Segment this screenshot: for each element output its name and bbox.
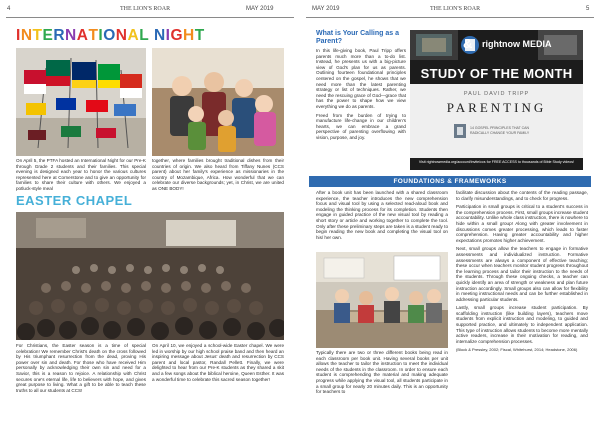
ff-paragraph-1: After a book unit has been launched with a shared classroom experience, the teacher introduces the new comprehension focus and visual tool by using a selected read-aloud book and modeling the thinking process for its completion. Students then engage in guided practice of the new visual tool by reading a short story or article and working together to complete the tool. Only after these preliminary steps are taken is a student ready to begin reading the new book and completing the visual tool on his/ her own.	[316, 190, 448, 240]
ff-paragraph-6: Lastly, small groups increase student participation. By scaffolding instruction (like building layers), teachers move students from explicit instruction and modeling, to guided and supported practice, and ultimately to independent application. This type of instruction allows students to become more mentally active readers, increase in their motivation for reading, and internalize comprehension processes.	[456, 305, 588, 344]
book-author: PAUL DAVID TRIPP	[463, 91, 530, 97]
title-letter: R	[53, 27, 66, 44]
book-title: PARENTING	[446, 100, 547, 115]
title-letter: A	[76, 27, 89, 44]
right-masthead: THE LION'S ROAR	[430, 6, 481, 12]
intl-paragraph-1: On April 5, the PTFA hosted an International Night for our Pre-K through Grade 2 students and their families. This special evening is designed each year to honor the various cultures represented here at Cornerstone and to give an opportunity for families to share their culture with others. We enjoyed a potluck-style meal	[16, 158, 146, 191]
study-of-the-month-banner	[410, 30, 583, 170]
sidebar-title: What is Your Calling as a Parent?	[316, 30, 399, 45]
ff-paragraph-3: facilitate discussion about the contents of the reading passage, to clarify misunderstandings, and to check for progress.	[456, 190, 588, 201]
families-photo	[152, 48, 284, 156]
ff-column-1-bottom	[316, 350, 448, 422]
easter-chapel-title: EASTER CHAPEL	[16, 193, 133, 208]
left-page-number: 4	[7, 6, 11, 12]
title-letter: G	[170, 27, 184, 44]
intl-column-2	[152, 158, 284, 192]
ff-column-1-top	[316, 190, 448, 250]
easter-paragraph-1: For Christians, the Easter season is a time of special celebration! We remember Christ's death on the cross followed by His triumphant resurrection from the dead, proving His power over sin and death. For those who have received Him personally by acknowledging their own sin and need for a Savior, this is a reason to rejoice. A relationship with Christ secures one's eternal life, life to believers with hope, and gives great purpose to living. What a gift to be able to teach these truths to all our students at CCS!	[16, 343, 146, 393]
ff-citation: (Block & Pressley, 2002; Fiscal, Whitehurst, 2014; Headstone, 2006)	[456, 347, 578, 353]
ff-column-2	[456, 190, 588, 422]
ff-paragraph-4: Participation in small groups is critical to a student's success in the comprehension process. First, small groups increase student accountability. Unlike whole class instruction, there is nowhere to hide within a small group! Along with greater involvement in discussions comes greater processing, which leads to faster comprehension. Having greater accountability and higher expectations promotes higher achievement.	[456, 204, 588, 243]
title-letter: N	[20, 27, 33, 44]
left-masthead: THE LION'S ROAR	[120, 6, 171, 12]
title-letter: T	[194, 27, 205, 44]
right-running-header	[300, 6, 600, 16]
right-page-number: 5	[586, 6, 590, 12]
book-seal-icon	[454, 124, 466, 138]
title-letter: N	[65, 27, 77, 44]
sidebar-paragraph-2: Freed from the burden of trying to manufacture life-change in our children's hearts, we can embrace a grand perspective of parenting overflowing with vision, purpose, and joy.	[316, 112, 406, 140]
flags-photo-image	[16, 48, 146, 156]
foundations-frameworks-heading: FOUNDATIONS & FRAMEWORKS	[309, 176, 591, 187]
book-cover	[410, 84, 583, 158]
title-letter: N	[153, 27, 166, 44]
title-letter: H	[183, 27, 195, 44]
title-letter: N	[115, 27, 128, 44]
easter-paragraph-2: On April 10, we enjoyed a school-wide Easter chapel. We were led in worship by our high school praise band and then heard an inspiring message about Jesus' death and resurrection by CCS parent and local pastor, Randall Pellett. Finally, we were delighted to hear from our Pre-K students as they shared a skit and a few songs about the biblical heroine, Queen Esther. It was a wonderful time to celebrate this sacred season together!	[152, 343, 284, 382]
left-issue-date: MAY 2019	[246, 6, 274, 12]
title-letter: A	[127, 27, 140, 44]
banner-footer: Visit rightnowmedia.org/account/invite/ccs for FREE ACCESS to thousands of Bible Study videos!	[418, 160, 575, 164]
title-letter: T	[88, 27, 99, 44]
book-series-line: 14 GOSPEL PRINCIPLES THAT CAN RADICALLY CHANGE YOUR FAMILY	[470, 126, 530, 135]
title-letter: I	[16, 27, 21, 44]
brand-name: rightnow MEDIA	[482, 39, 552, 49]
international-night-title	[16, 27, 205, 45]
title-letter: T	[32, 27, 43, 44]
title-letter: L	[139, 27, 150, 44]
sidebar-paragraph-1: In this life-giving book, Paul Tripp offers parents much more than a to-do list. Instead, he presents us with a big-picture view of God's plan for us as parents. Outlining fourteen foundational principles centered on the gospel, he shows that we need more than the latest parenting strategy or list of techniques. Rather, we need the rescuing grace of God—grace that has the power to shape how we view everything we do as parents.	[316, 48, 406, 109]
easter-chapel-photo	[16, 212, 284, 340]
title-letter: E	[42, 27, 54, 44]
right-issue-date: MAY 2019	[312, 6, 340, 12]
families-photo-image	[152, 48, 284, 156]
brand-row	[410, 30, 583, 60]
right-header-rule	[306, 17, 594, 18]
intl-paragraph-2: together, where families brought traditional dishes from their countries of origin. We also heard from Tiffany Nunes (CCS parent) about her family's experience as missionaries in the country of Mozambique, Africa. How wonderful that we can celebrate our diverse backgrounds; yet, in Christ, we are united as ONE BODY!	[152, 158, 284, 191]
ampersand-mark: &	[463, 36, 473, 51]
left-header-rule	[6, 17, 294, 18]
flags-photo	[16, 48, 146, 156]
small-group-photo-image	[316, 252, 448, 348]
left-running-header	[0, 6, 300, 16]
small-group-photo	[316, 252, 448, 348]
title-letter: I	[98, 27, 104, 44]
easter-chapel-photo-image	[16, 212, 284, 340]
easter-column-1	[16, 343, 146, 421]
easter-column-2	[152, 343, 284, 421]
sidebar-column	[316, 48, 406, 174]
ff-paragraph-5: Next, small groups allow the teachers to engage in formative assessments and individualized instruction. Formative assessments are always a component of effective teaching; these occur when teachers monitor student progress throughout the learning process and tailor their instruction to the needs of the students. Through these ongoing checks, a teacher can quickly identify an area of strength or weakness and plan future instruction accordingly. Small groups also can allow for flexibility in meeting instructional needs and can be further established in addressing particular students.	[456, 246, 588, 302]
title-letter: I	[165, 27, 171, 44]
title-letter: O	[103, 27, 116, 44]
intl-column-1	[16, 158, 146, 192]
study-heading: STUDY OF THE MONTH	[420, 66, 573, 81]
ff-paragraph-2: Typically there are two or three different books being read in each classroom per book unit. Having several books per unit allows the teacher to tailor the instruction to meet the individual needs of the students in the classroom. In order to ensure each student is comprehending the material and making adequate progress while applying the visual tool, all students participate in a small group for nearly 20 minutes daily. This is an opportunity for teachers to	[316, 350, 448, 395]
